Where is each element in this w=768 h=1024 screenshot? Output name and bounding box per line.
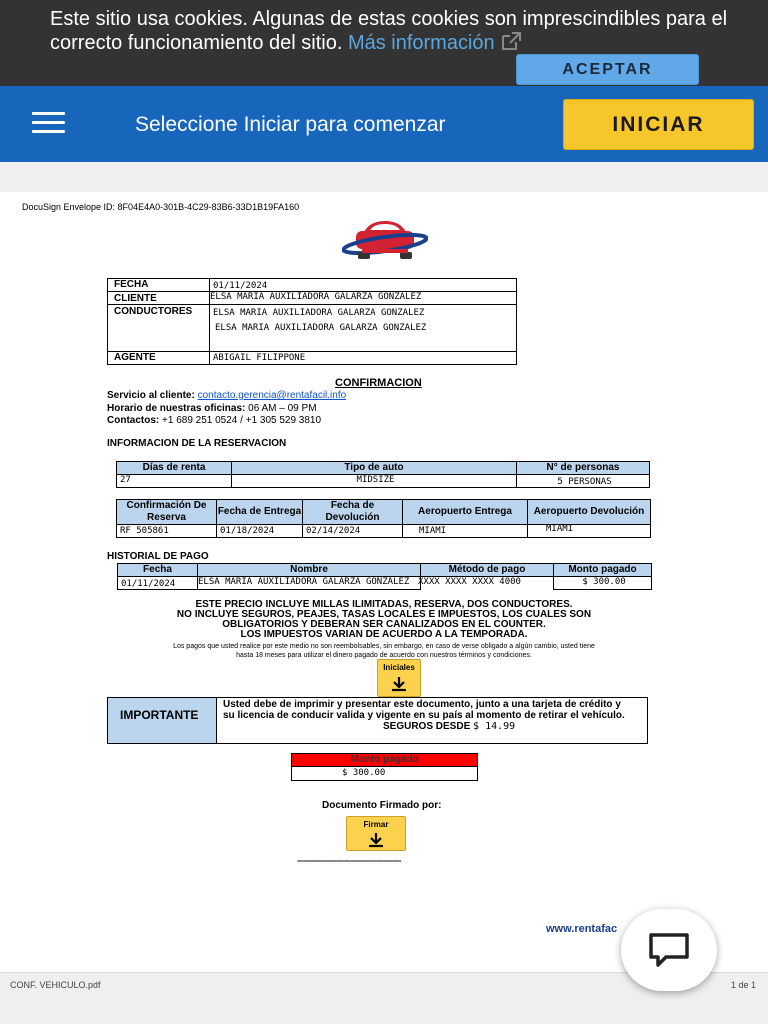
cookie-text — [50, 8, 730, 55]
conductor-1: ELSA MARIA AUXILIADORA GALARZA GONZALEZ — [213, 308, 425, 318]
signed-by-label: Documento Firmado por: — [322, 800, 442, 811]
monto-header: Monto pagado — [291, 753, 478, 767]
res-entrega-value: 01/18/2024 — [216, 524, 303, 538]
fecha-label: FECHA — [114, 279, 149, 290]
contacts-line: Contactos: +1 689 251 0524 / +1 305 529 3810 — [107, 415, 322, 426]
download-icon — [367, 832, 385, 848]
signature-line: ------------------------------------------------ — [297, 856, 401, 865]
cookie-banner — [0, 0, 768, 86]
chat-button[interactable] — [621, 909, 717, 991]
service-email-link[interactable]: contacto.gerencia@rentafacil.info — [197, 390, 347, 401]
notice-3: OBLIGATORIOS Y DEBERAN SER CANALIZADOS EN EL COUNTER. — [222, 619, 546, 630]
pay-nombre-value: ELSA MARIA AUXILIADORA GALARZA GONZALEZ — [197, 576, 421, 590]
pay-header-nombre: Nombre — [197, 563, 421, 577]
res-header-personas: N° de personas — [516, 461, 650, 475]
res-dias-value: 27 — [116, 474, 232, 488]
document-margin — [0, 162, 768, 192]
fecha-value: 01/11/2024 — [213, 281, 268, 291]
payment-title: HISTORIAL DE PAGO — [107, 551, 209, 562]
pay-header-monto: Monto pagado — [553, 563, 652, 577]
pay-monto-value: $ 300.00 — [553, 576, 652, 590]
notice-2: NO INCLUYE SEGUROS, PEAJES, TASAS LOCALES E IMPUESTOS, LOS CUALES SON — [176, 609, 592, 620]
agente-value: ABIGAIL FILIPPONE — [213, 353, 306, 363]
accept-cookies-button[interactable]: ACEPTAR — [516, 54, 699, 85]
importante-label: IMPORTANTE — [120, 708, 199, 722]
cliente-label: CLIENTE — [114, 293, 157, 304]
menu-icon[interactable] — [32, 112, 65, 134]
res-header-aeropuerto-entrega: Aeropuerto Entrega — [402, 499, 528, 525]
initials-label: Iniciales — [383, 663, 415, 672]
conductor-2: ELSA MARIA AUXILIADORA GALARZA GONZALEZ — [215, 323, 427, 333]
website-link[interactable]: www.rentafac — [546, 923, 618, 935]
refund-note-2: hasta 18 meses para utilizar el dinero pagado de acuerdo con nuestros términos y condiciones. — [236, 652, 532, 659]
external-link-icon — [500, 31, 522, 51]
pay-header-metodo: Método de pago — [420, 563, 554, 577]
envelope-id: DocuSign Envelope ID: 8F04E4A0-301B-4C29-83B6-33D1B19FA160 — [22, 202, 300, 212]
page-indicator: 1 de 1 — [730, 980, 756, 990]
reservation-title: INFORMACION DE LA RESERVACION — [107, 438, 287, 449]
res-tipo-value: MIDSIZE — [231, 474, 517, 488]
confirmacion-title: CONFIRMACION — [335, 377, 422, 389]
res-header-aeropuerto-devolucion: Aeropuerto Devolución — [527, 499, 651, 525]
top-bar — [0, 86, 768, 162]
start-button[interactable]: INICIAR — [563, 99, 754, 150]
res-header-entrega: Fecha de Entrega — [216, 499, 303, 525]
pay-header-fecha: Fecha — [117, 563, 198, 577]
topbar-instruction: Seleccione Iniciar para comenzar — [135, 113, 446, 136]
agente-label: AGENTE — [114, 352, 156, 363]
importante-text-1: Usted debe de imprimir y presentar este documento, junto a una tarjeta de crédito y — [223, 699, 621, 710]
more-info-link[interactable]: Más información — [348, 32, 522, 54]
cookie-message: Este sitio usa cookies. Algunas de estas cookies son imprescindibles para el correcto funcionamiento del sitio. — [50, 8, 728, 54]
res-devolucion-value: 02/14/2024 — [302, 524, 403, 538]
res-header-tipo: Tipo de auto — [231, 461, 517, 475]
monto-value: $ 300.00 — [291, 766, 478, 781]
seguros-line: SEGUROS DESDE $ 14.99 — [383, 721, 516, 732]
sign-label: Firmar — [363, 820, 389, 829]
pay-metodo-value: XXXX XXXX XXXX 4000 — [418, 577, 521, 587]
res-header-dias: Días de renta — [116, 461, 232, 475]
car-logo — [342, 218, 428, 263]
initials-field-button[interactable] — [377, 659, 421, 697]
refund-note-1: Los pagos que usted realice por este medio no son reembolsables, sin embargo, en caso de verse obligado a algún cambio, usted tiene — [173, 643, 595, 650]
chat-icon — [648, 932, 690, 968]
res-aeropuerto-entrega-value: MIAMI — [402, 524, 528, 538]
cliente-value: ELSA MARIA AUXILIADORA GALARZA GONZALEZ — [210, 292, 422, 302]
res-personas-value: 5 PERSONAS — [516, 474, 650, 488]
conductores-label: CONDUCTORES — [114, 306, 193, 317]
notice-4: LOS IMPUESTOS VARIAN DE ACUERDO A LA TEMPORADA. — [240, 629, 528, 640]
importante-text-2: su licencia de conducir valida y vigente en su país al momento de retirar el vehículo. — [223, 710, 625, 721]
document-page — [0, 192, 768, 972]
pay-fecha-value: 01/11/2024 — [117, 576, 198, 590]
res-header-confirmacion: Confirmación De Reserva — [116, 499, 217, 525]
notice-1: ESTE PRECIO INCLUYE MILLAS ILIMITADAS, RESERVA, DOS CONDUCTORES. — [195, 599, 573, 610]
download-icon — [390, 676, 408, 692]
sign-button[interactable] — [346, 816, 406, 851]
hours-line: Horario de nuestras oficinas: 06 AM – 09 PM — [107, 403, 317, 414]
service-line: Servicio al cliente: contacto.gerencia@rentafacil.info — [107, 390, 347, 401]
res-header-devolucion: Fecha de Devolución — [302, 499, 403, 525]
res-confirmacion-value: RF 505861 — [116, 524, 217, 538]
file-name: CONF. VEHICULO.pdf — [10, 980, 101, 990]
res-aeropuerto-devolucion-value: MIAMI — [527, 524, 651, 538]
